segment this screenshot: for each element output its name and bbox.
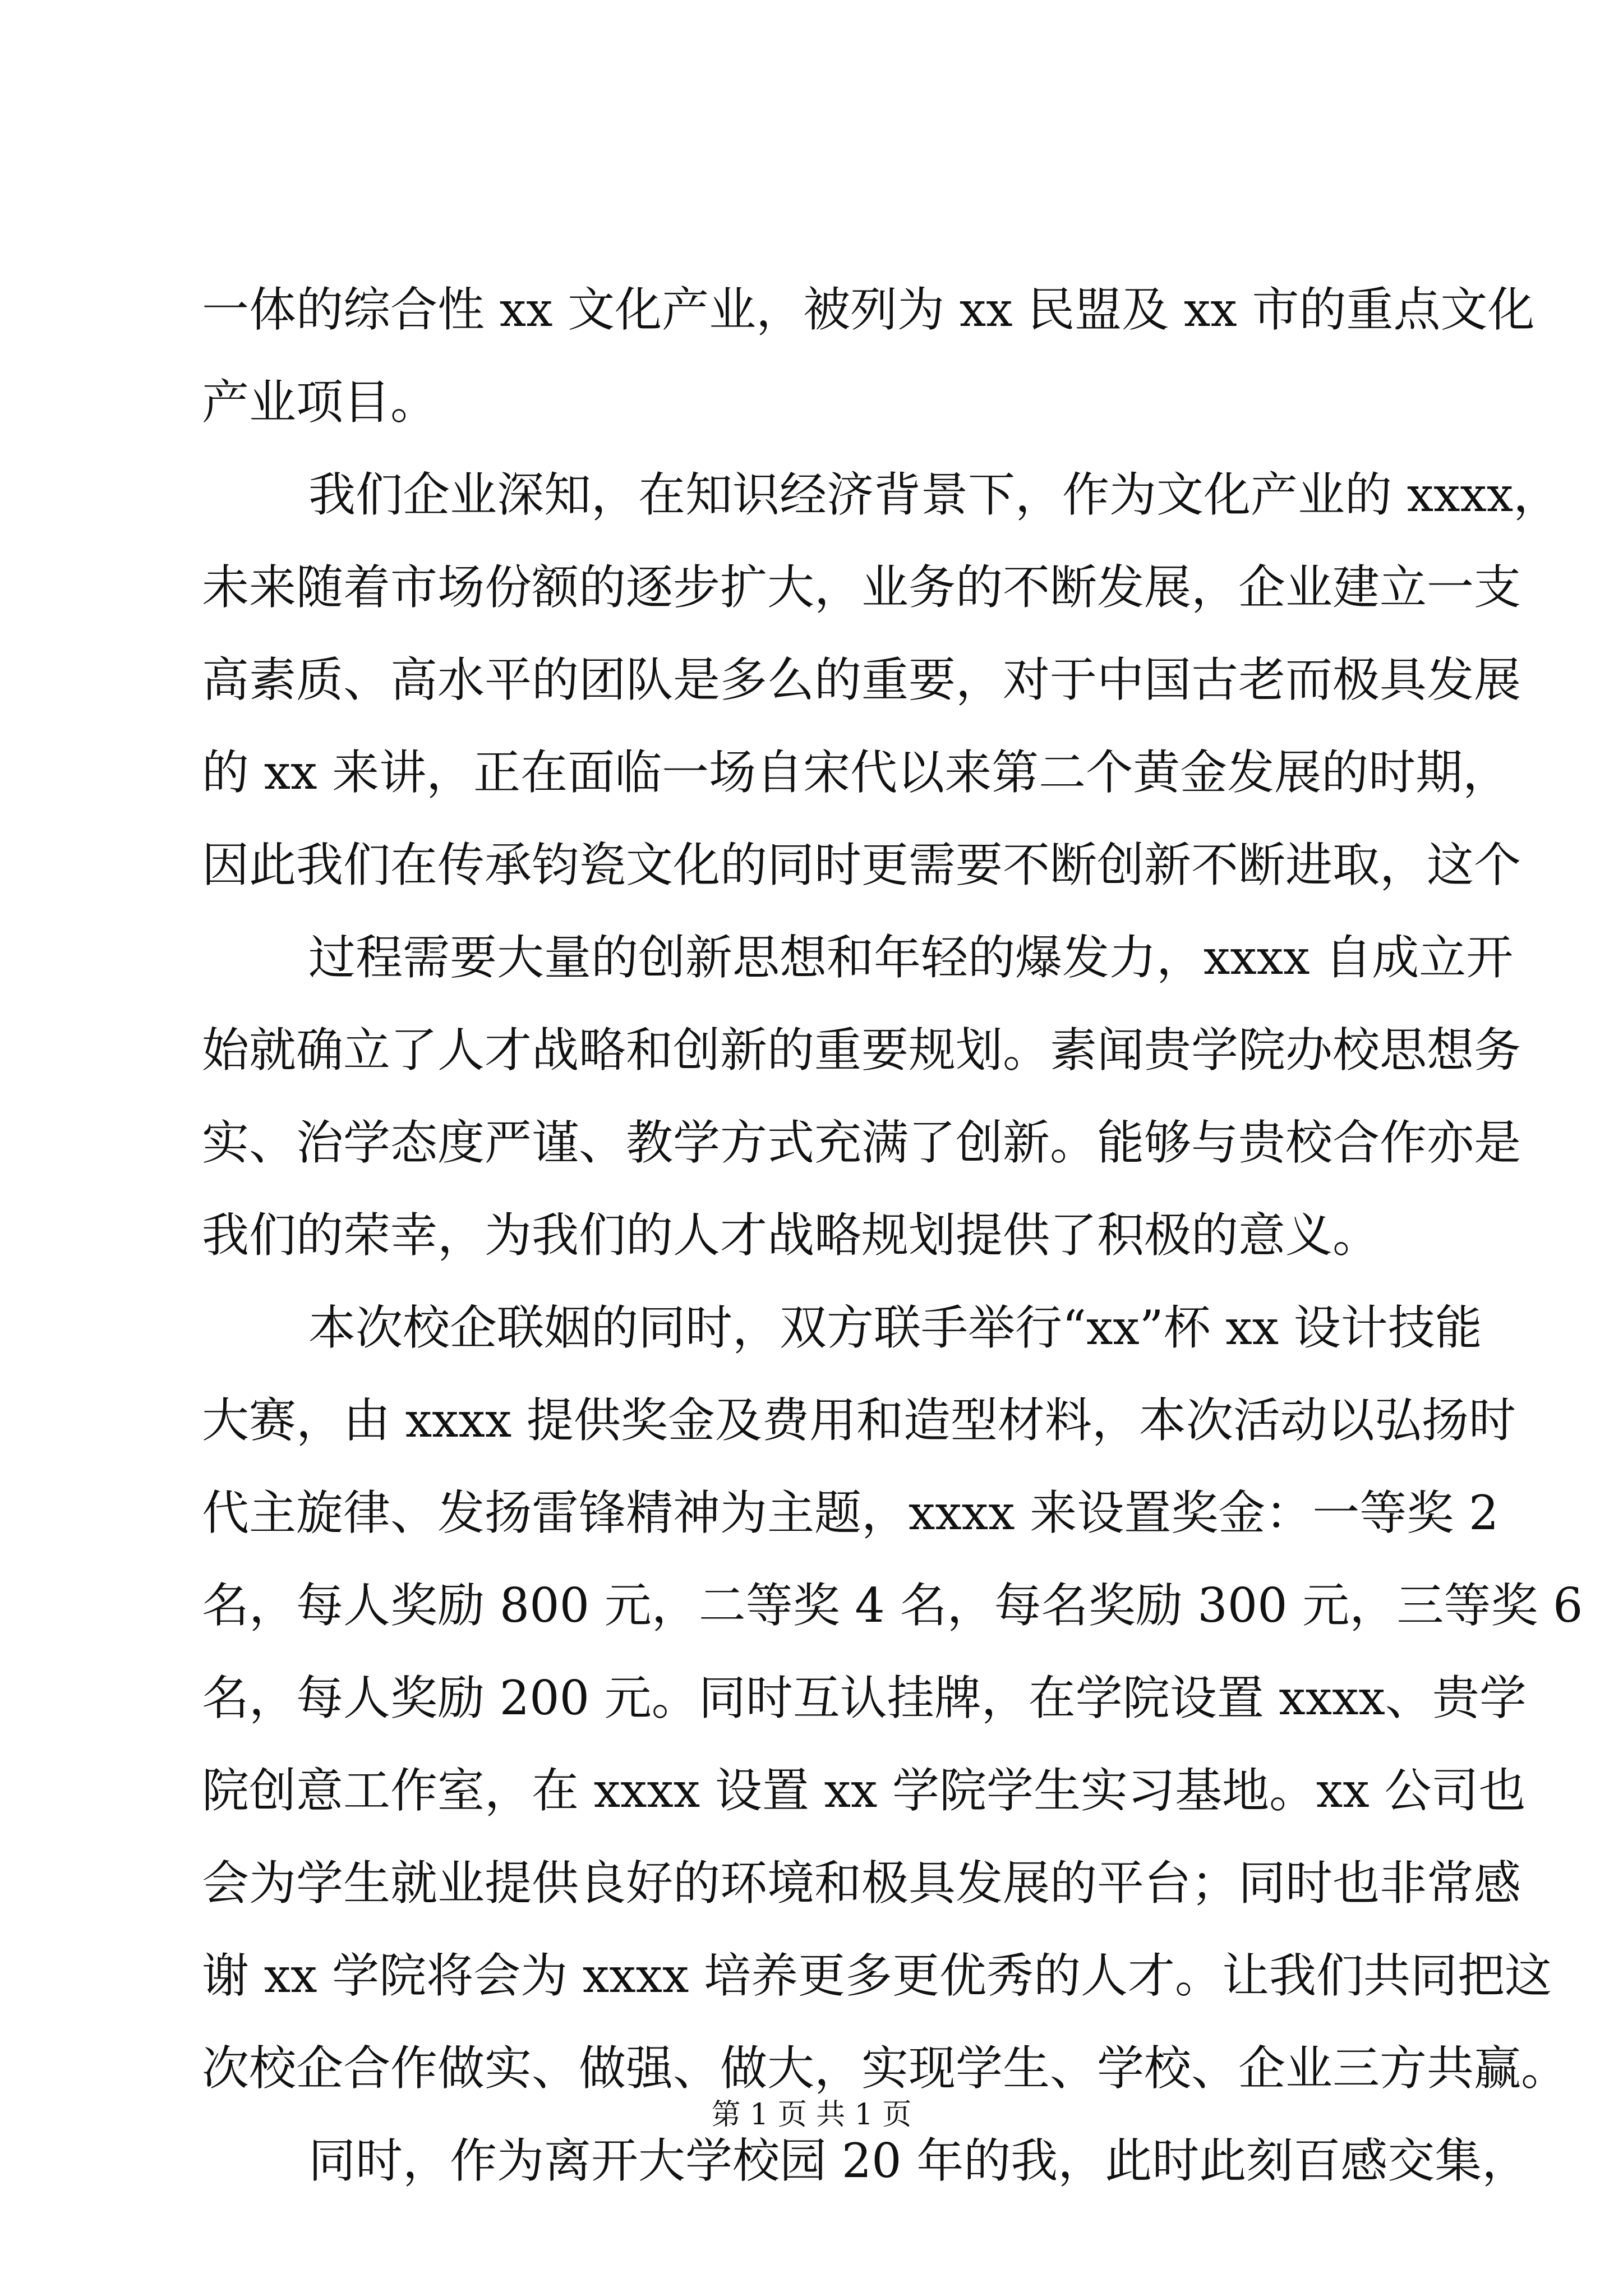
text-line: 一体的综合性 xx 文化产业，被列为 xx 民盟及 xx 市的重点文化 [202,282,1535,337]
text-line: 会为学生就业提供良好的环境和极具发展的平台；同时也非常感 [202,1856,1521,1911]
text-line: 院创意工作室，在 xxxx 设置 xx 学院学生实习基地。xx 公司也 [202,1763,1526,1818]
text-line: 次校企合作做实、做强、做大，实现学生、学校、企业三方共赢。 [202,2041,1569,2096]
paragraph-first-line: 过程需要大量的创新思想和年轻的爆发力，xxxx 自成立开 [308,930,1514,985]
text-line: 名，每人奖励 800 元，二等奖 4 名，每名奖励 300 元，三等奖 6 [202,1578,1583,1633]
paragraph-first-line: 我们企业深知，在知识经济背景下，作为文化产业的 xxxx， [308,467,1561,522]
text-line: 代主旋律、发扬雷锋精神为主题，xxxx 来设置奖金：一等奖 2 [202,1485,1499,1540]
text-line: 谢 xx 学院将会为 xxxx 培养更多更优秀的人才。让我们共同把这 [202,1948,1552,2003]
text-line: 未来随着市场份额的逐步扩大，业务的不断发展，企业建立一支 [202,560,1521,615]
page-number-footer: 第 1 页 共 1 页 [711,2098,912,2132]
text-line: 始就确立了人才战略和创新的重要规划。素闻贵学院办校思想务 [202,1023,1521,1078]
text-line: 我们的荣幸，为我们的人才战略规划提供了积极的意义。 [202,1208,1380,1263]
text-line: 因此我们在传承钧瓷文化的同时更需要不断创新不断进取，这个 [202,838,1521,892]
text-line: 的 xx 来讲，正在面临一场自宋代以来第二个黄金发展的时期， [202,745,1510,800]
text-line: 产业项目。 [202,375,438,430]
body-text [202,264,1583,2207]
text-line: 实、治学态度严谨、教学方式充满了创新。能够与贵校合作亦是 [202,1115,1521,1170]
paragraph-first-line: 同时，作为离开大学校园 20 年的我，此时此刻百感交集， [308,2133,1529,2188]
text-line: 高素质、高水平的团队是多么的重要，对于中国古老而极具发展 [202,652,1521,707]
paragraph-first-line: 本次校企联姻的同时，双方联手举行“xx”杯 xx 设计技能 [308,1300,1482,1355]
text-line: 名，每人奖励 200 元。同时互认挂牌，在学院设置 xxxx、贵学 [202,1671,1527,1726]
text-line: 大赛，由 xxxx 提供奖金及费用和造型材料，本次活动以弘扬时 [202,1393,1516,1448]
